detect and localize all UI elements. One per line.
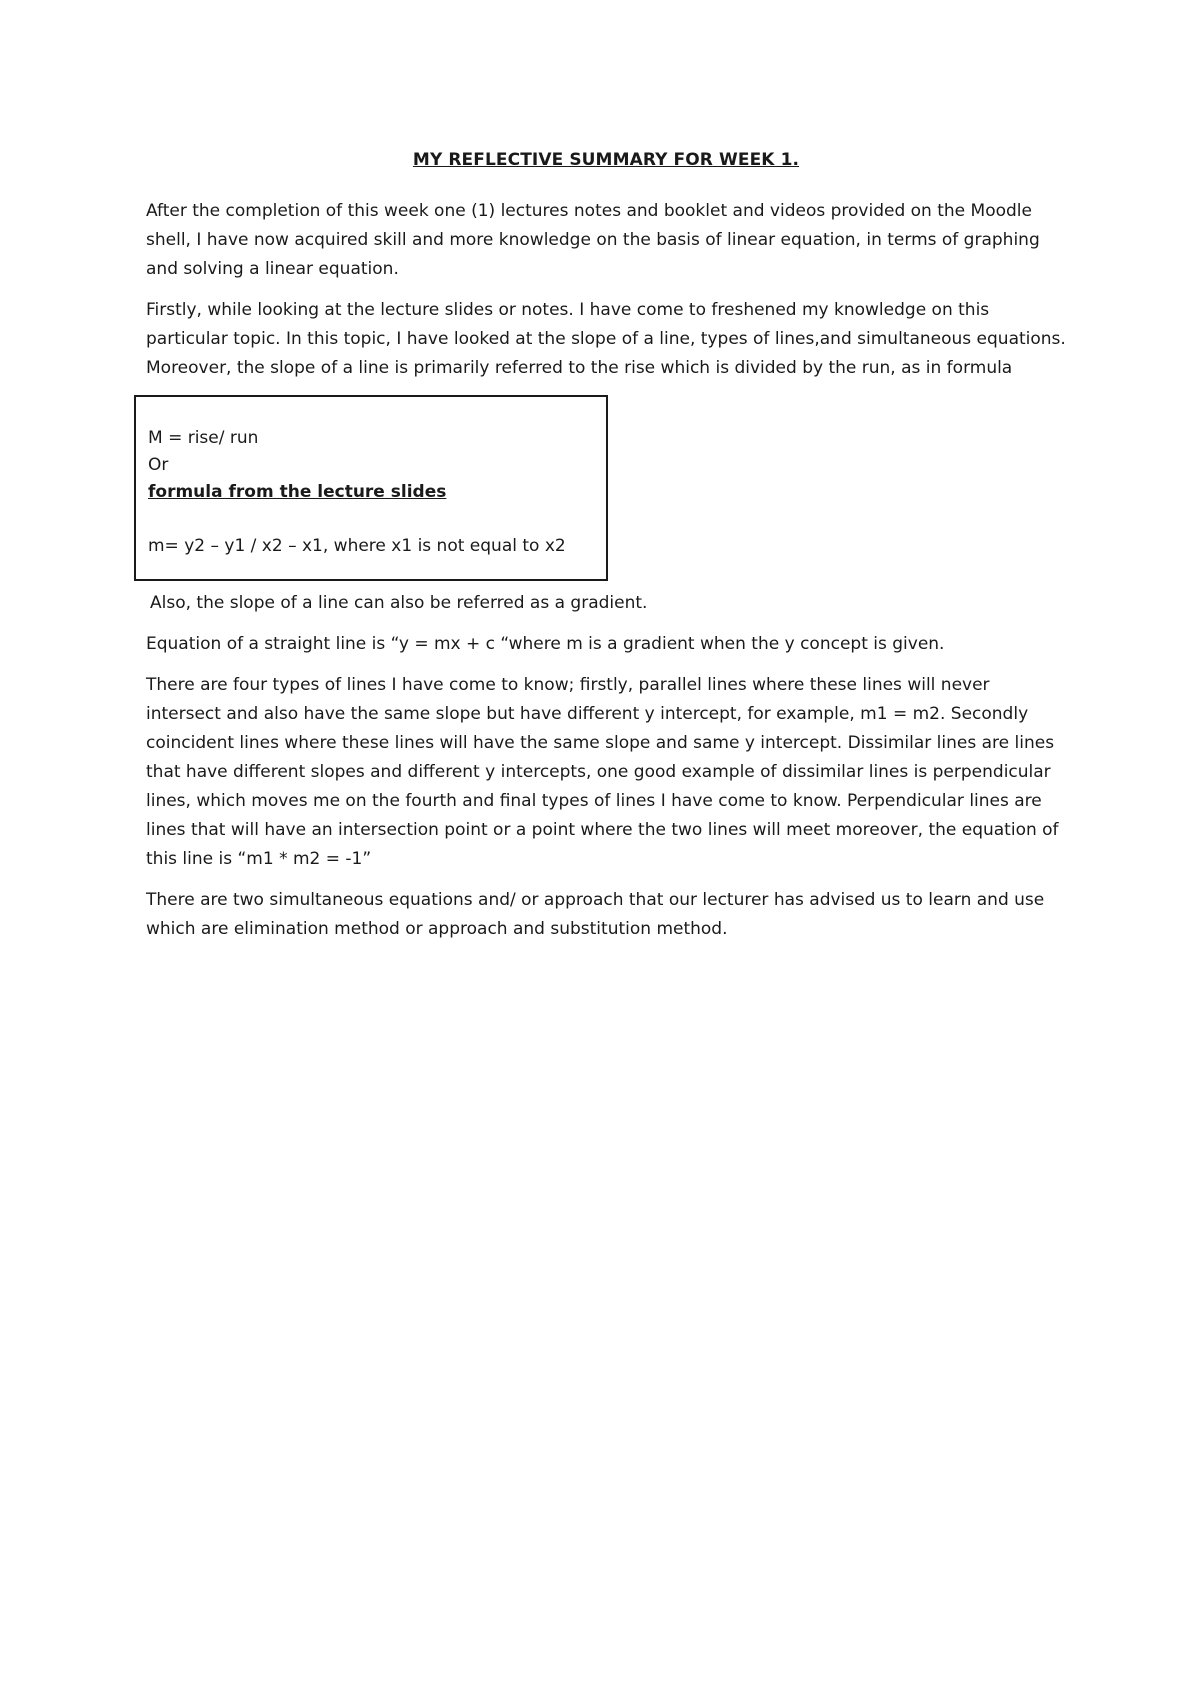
paragraph-straight-line: Equation of a straight line is “y = mx + c “where m is a gradient when the y concept is given. (146, 634, 945, 654)
formula-spacer (148, 506, 606, 533)
paragraph-simultaneous: There are two simultaneous equations and/ or approach that our lecturer has advised us to learn and use which are elimination method or approach and substitution method. (146, 890, 1045, 939)
formula-rise-run: M = rise/ run (148, 428, 259, 448)
document-body (146, 146, 1066, 956)
formula-slope: m= y2 – y1 / x2 – x1, where x1 is not equal to x2 (148, 536, 566, 556)
paragraph-slope: Firstly, while looking at the lecture slides or notes. I have come to freshened my knowledge on this particular topic. In this topic, I have looked at the slope of a line, types of lines,and simultaneous equations. Moreover, the slope of a line is primarily referred to the rise which is divided by the run, as in formula (146, 300, 1066, 378)
formula-box (134, 395, 608, 581)
paragraph-gradient: Also, the slope of a line can also be referred as a gradient. (150, 593, 648, 613)
paragraph-intro: After the completion of this week one (1) lectures notes and booklet and videos provided on the Moodle shell, I have now acquired skill and more knowledge on the basis of linear equation, in terms of graphing and solving a linear equation. (146, 201, 1040, 279)
paragraph-line-types: There are four types of lines I have come to know; firstly, parallel lines where these lines will never intersect and also have the same slope but have different y intercept, for example, m1 = m2. Secondly coincident lines where these lines will have the same slope and same y intercept. Dissimilar lines are lines that have different slopes and different y intercepts, one good example of dissimilar lines is perpendicular lines, which moves me on the fourth and final types of lines I have come to know. Perpendicular lines are lines that will have an intersection point or a point where the two lines will meet moreover, the equation of this line is “m1 * m2 = -1” (146, 675, 1059, 869)
formula-or: Or (148, 455, 169, 475)
document-title: MY REFLECTIVE SUMMARY FOR WEEK 1. (412, 150, 800, 170)
formula-heading: formula from the lecture slides (148, 482, 447, 502)
